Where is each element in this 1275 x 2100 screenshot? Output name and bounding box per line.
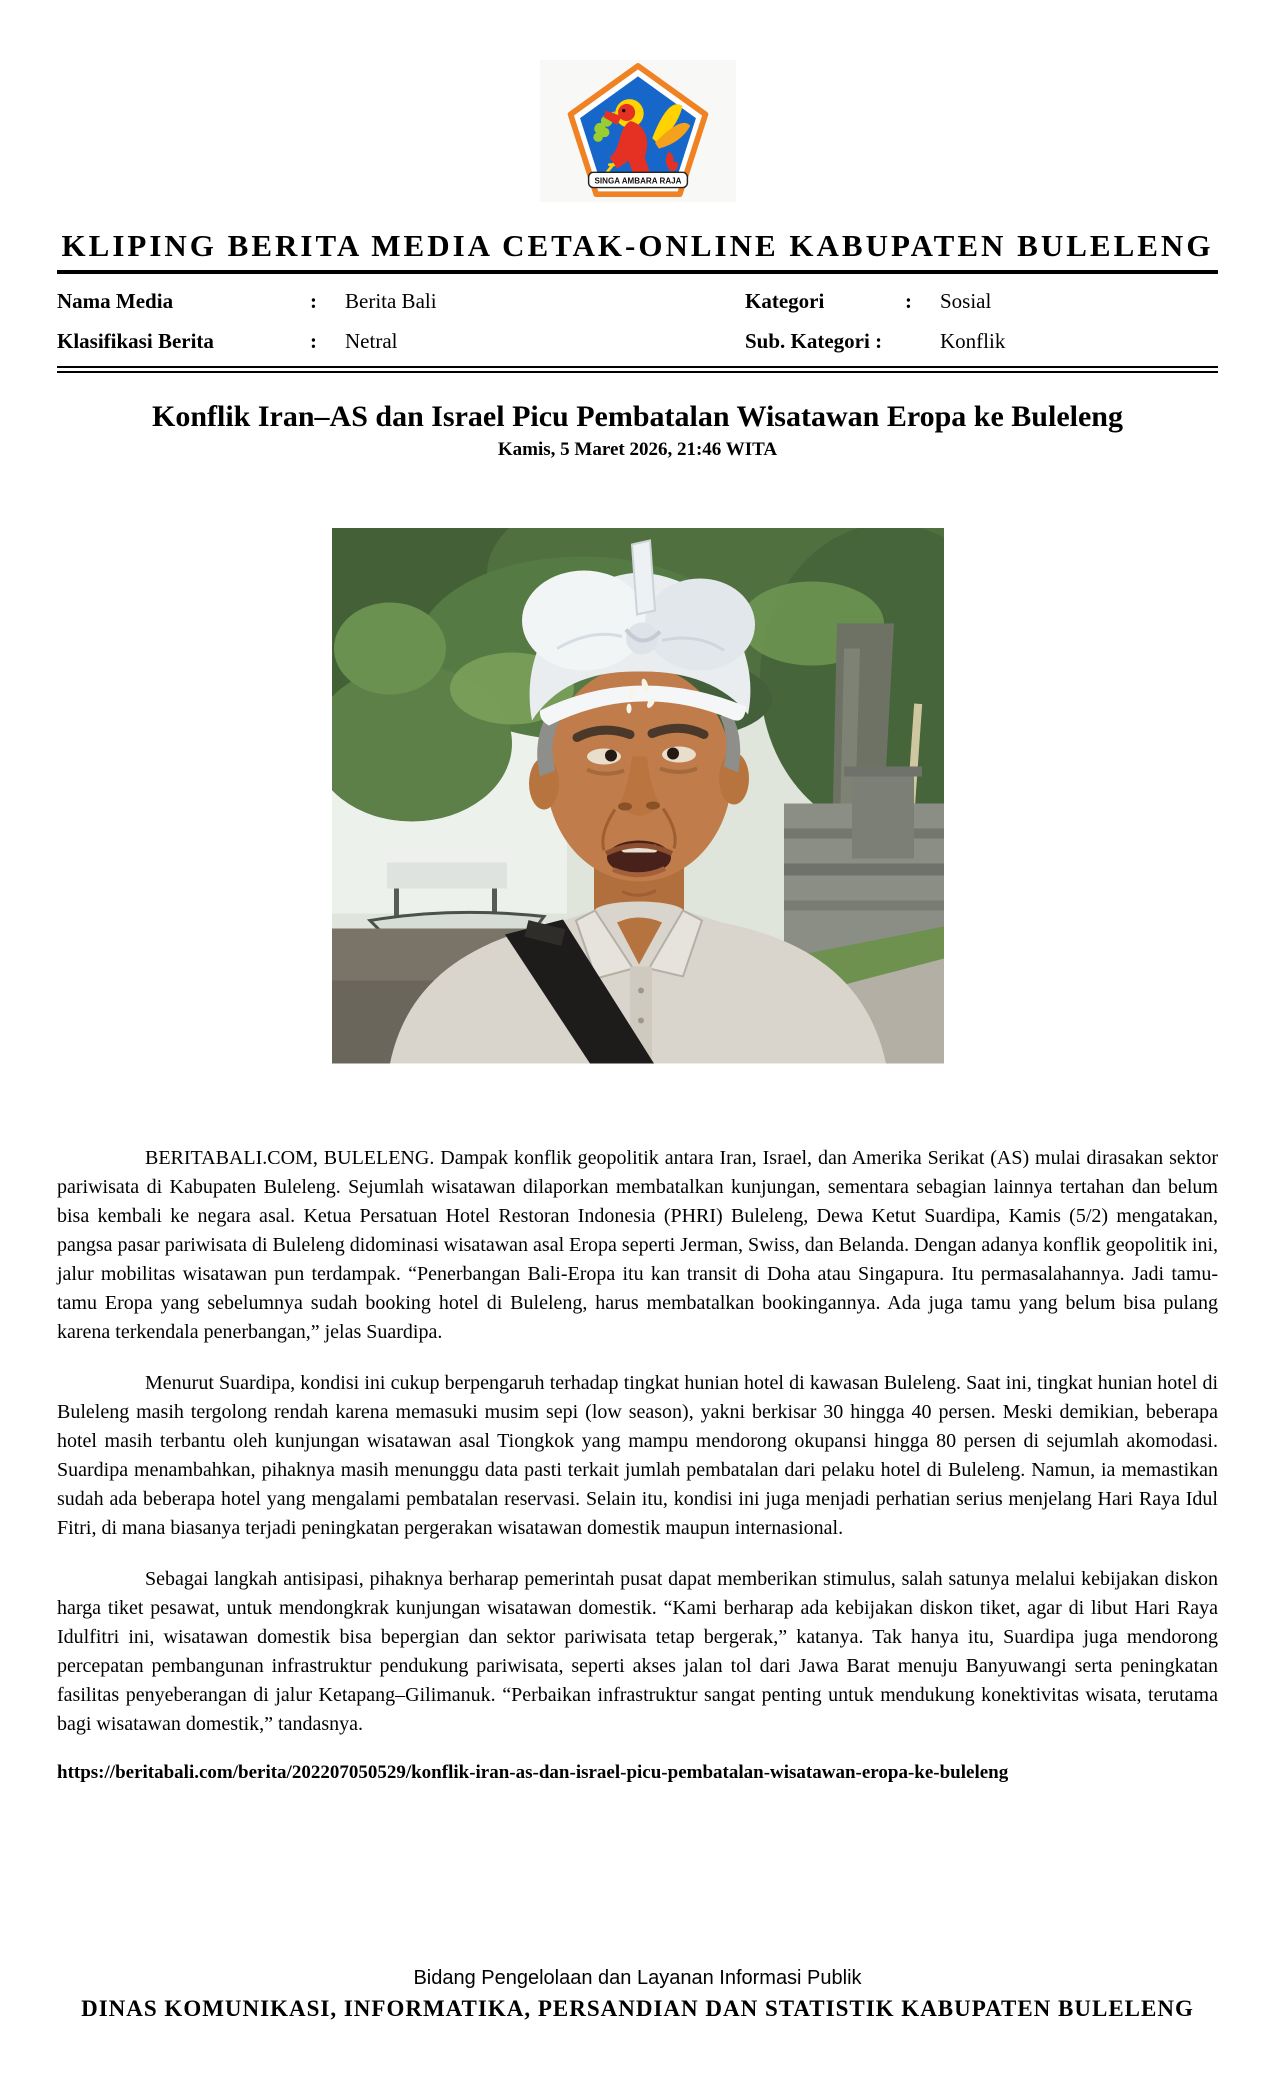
footer-agency: DINAS KOMUNIKASI, INFORMATIKA, PERSANDIAN DAN STATISTIK KABUPATEN BULELENG xyxy=(81,1996,1194,2021)
document-title: KLIPING BERITA MEDIA CETAK-ONLINE KABUPATEN BULELENG xyxy=(61,228,1214,263)
article-datetime: Kamis, 5 Maret 2026, 21:46 WITA xyxy=(497,439,778,460)
meta-label-klasifikasi: Klasifikasi Berita xyxy=(57,329,214,353)
emblem-banner-text: SINGA AMBARA RAJA xyxy=(594,176,681,186)
article-title: Konflik Iran–AS dan Israel Picu Pembatalan Wisatawan Eropa ke Buleleng xyxy=(152,400,1123,433)
article-paragraph: Menurut Suardipa, kondisi ini cukup berpengaruh terhadap tingkat hunian hotel di kawasan Buleleng. Saat ini, tingkat hunian hotel di Buleleng masih tergolong rendah karena memasuki musim sepi (low season), yakni berkisar 30 hingga 40 persen. Meski demikian, beberapa hotel masih terbantu oleh kunjungan wisatawan asal Tiongkok yang mampu mendorong okupansi hingga 80 persen di sejumlah akomodasi. Suardipa menambahkan, pihaknya masih menunggu data pasti terkait jumlah pembatalan dari pelaku hotel di Buleleng. Namun, ia memastikan sudah ada beberapa hotel yang mengalami pembatalan reservasi. Selain itu, kondisi ini juga menjadi perhatian serius menjelang Hari Raya Idul Fitri, di mana biasanya terjadi peningkatan pergerakan wisatawan domestik maupun internasional. xyxy=(57,1372,1218,1539)
double-divider xyxy=(57,366,1218,373)
meta-colon: : xyxy=(310,329,317,353)
article-photo-illustration xyxy=(332,528,944,1064)
buleleng-regency-emblem xyxy=(540,60,736,202)
article-body xyxy=(57,1144,1218,1739)
meta-value-sub-kategori: Konflik xyxy=(940,329,1006,353)
meta-label-kategori: Kategori xyxy=(745,289,825,313)
source-url-link[interactable]: https://beritabali.com/berita/202207050529/konflik-iran-as-dan-israel-picu-pembatalan-wisatawan-eropa-ke-buleleng xyxy=(57,1762,1009,1783)
meta-label-sub-kategori: Sub. Kategori : xyxy=(745,329,883,353)
media-meta-table xyxy=(57,274,1218,366)
meta-label-nama-media: Nama Media xyxy=(57,289,174,313)
meta-value-kategori: Sosial xyxy=(940,289,992,313)
logo-container xyxy=(57,0,1218,202)
meta-colon: : xyxy=(905,289,912,313)
meta-value-klasifikasi: Netral xyxy=(345,329,398,353)
article-photo xyxy=(332,528,944,1064)
document-footer xyxy=(0,1964,1275,2025)
article-paragraph: Sebagai langkah antisipasi, pihaknya berharap pemerintah pusat dapat memberikan stimulus, salah satunya melalui kebijakan diskon harga tiket pesawat, untuk mendongkrak kunjungan wisatawan domestik. “Kami berharap ada kebijakan diskon tiket, agar di libut Hari Raya Idulfitri ini, wisatawan domestik bisa bepergian dan sektor pariwisata tetap bergerak,” katanya. Tak hanya itu, Suardipa juga mendorong percepatan pembangunan infrastruktur pendukung pariwisata, seperti akses jalan tol dari Jawa Barat menuju Banyuwangi serta peningkatan fasilitas penyeberangan di jalur Ketapang–Gilimanuk. “Perbaikan infrastruktur sangat penting untuk mendukung konektivitas wisata, terutama bagi wisatawan domestik,” tandasnya. xyxy=(57,1568,1218,1735)
meta-colon: : xyxy=(310,289,317,313)
meta-value-nama-media: Berita Bali xyxy=(345,289,437,313)
regency-emblem-icon xyxy=(562,62,714,200)
article-paragraph: BERITABALI.COM, BULELENG. Dampak konflik geopolitik antara Iran, Israel, dan Amerika Serikat (AS) mulai dirasakan sektor pariwisata di Kabupaten Buleleng. Sejumlah wisatawan dilaporkan membatalkan kunjungan, sementara sebagian lainnya tertahan dan belum bisa kembali ke negara asal. Ketua Persatuan Hotel Restoran Indonesia (PHRI) Buleleng, Dewa Ketut Suardipa, Kamis (5/2) mengatakan, pangsa pasar pariwisata di Buleleng didominasi wisatawan asal Eropa seperti Jerman, Swiss, dan Belanda. Dengan adanya konflik geopolitik ini, jalur mobilitas wisatawan pun terdampak. “Penerbangan Bali-Eropa itu kan transit di Doha atau Singapura. Itu permasalahannya. Jadi tamu-tamu Eropa yang sebelumnya sudah booking hotel di Buleleng, harus membatalkan bookingannya. Ada juga tamu yang belum bisa pulang karena terkendala penerbangan,” jelas Suardipa. xyxy=(57,1147,1218,1343)
footer-division: Bidang Pengelolaan dan Layanan Informasi Publik xyxy=(413,1967,862,1989)
